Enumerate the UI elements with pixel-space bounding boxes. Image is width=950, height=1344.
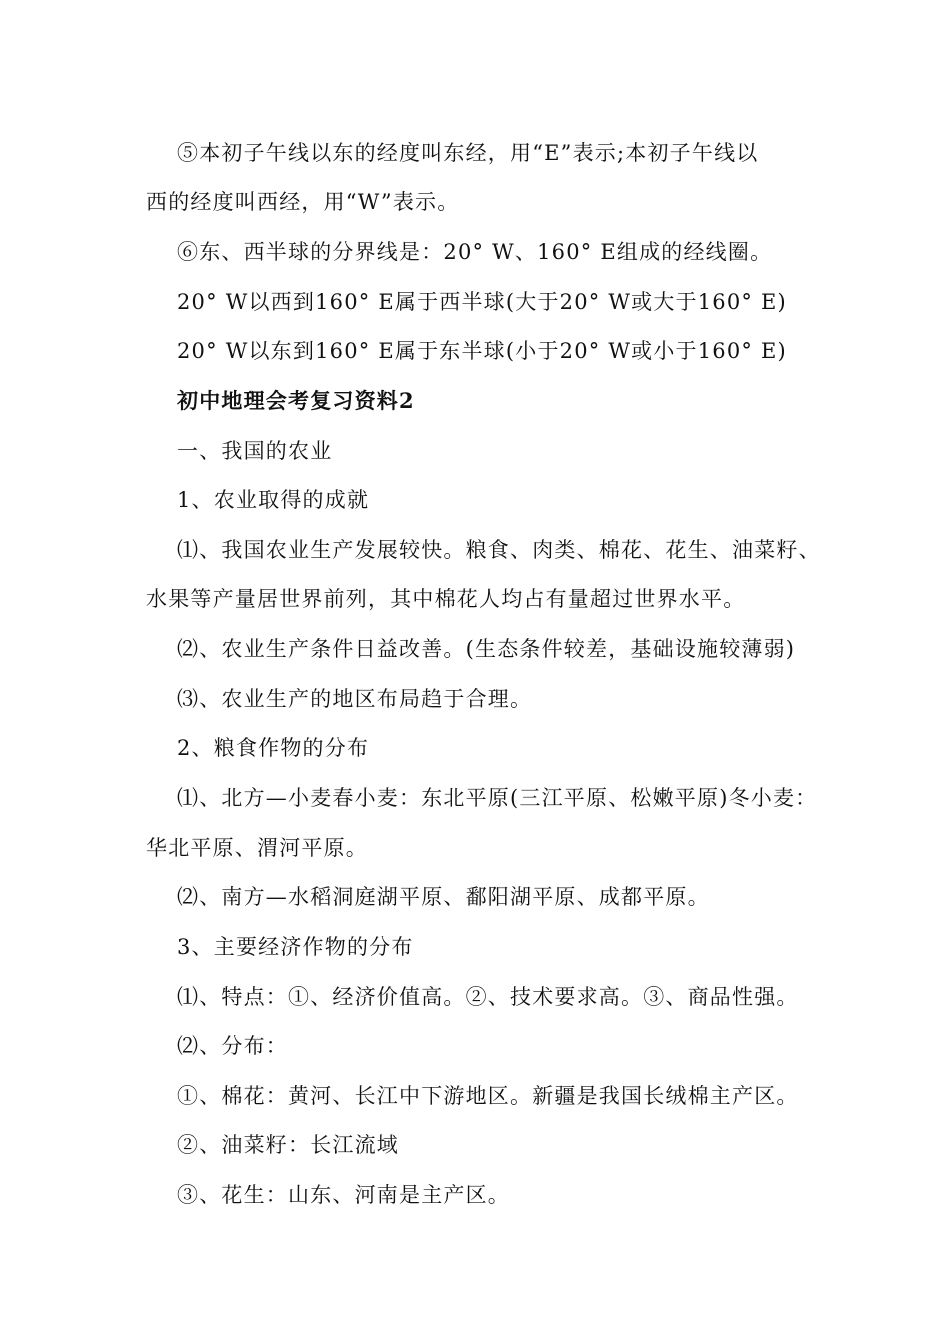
paragraph-line: 20° W以东到160° E属于东半球(小于20° W或小于160° E) xyxy=(177,339,787,363)
paragraph-line: ⑤本初子午线以东的经度叫东经，用“E”表示;本初子午线以 xyxy=(177,141,759,165)
paragraph-line: ⑶、农业生产的地区布局趋于合理。 xyxy=(177,687,533,711)
paragraph-line: ⑥东、西半球的分界线是：20° W、160° E组成的经线圈。 xyxy=(177,240,773,264)
heading-line: 3、主要经济作物的分布 xyxy=(177,935,414,959)
paragraph-line: 水果等产量居世界前列，其中棉花人均占有量超过世界水平。 xyxy=(146,587,746,611)
heading-line: 一、我国的农业 xyxy=(177,439,333,463)
paragraph-line: ⑵、分布： xyxy=(177,1034,288,1058)
paragraph-line: ⑵、农业生产条件日益改善。(生态条件较差，基础设施较薄弱) xyxy=(177,637,796,661)
paragraph-line: ⑴、特点：①、经济价值高。②、技术要求高。③、商品性强。 xyxy=(177,985,799,1009)
paragraph-line: ③、花生：山东、河南是主产区。 xyxy=(177,1183,510,1207)
heading-line: 1、农业取得的成就 xyxy=(177,488,370,512)
paragraph-line: ①、棉花：黄河、长江中下游地区。新疆是我国长绒棉主产区。 xyxy=(177,1084,799,1108)
paragraph-line: ⑴、北方—小麦春小麦：东北平原(三江平原、松嫩平原)冬小麦： xyxy=(177,786,818,810)
paragraph-line: ②、油菜籽：长江流域 xyxy=(177,1133,399,1157)
paragraph-line: ⑴、我国农业生产发展较快。粮食、肉类、棉花、花生、油菜籽、 xyxy=(177,538,821,562)
paragraph-line: 20° W以西到160° E属于西半球(大于20° W或大于160° E) xyxy=(177,290,787,314)
paragraph-line: 西的经度叫西经，用“W”表示。 xyxy=(146,190,460,214)
paragraph-line: ⑵、南方—水稻洞庭湖平原、鄱阳湖平原、成都平原。 xyxy=(177,885,710,909)
paragraph-line: 华北平原、渭河平原。 xyxy=(146,836,368,860)
heading-line: 2、粮食作物的分布 xyxy=(177,736,370,760)
section-title: 初中地理会考复习资料2 xyxy=(177,388,415,413)
